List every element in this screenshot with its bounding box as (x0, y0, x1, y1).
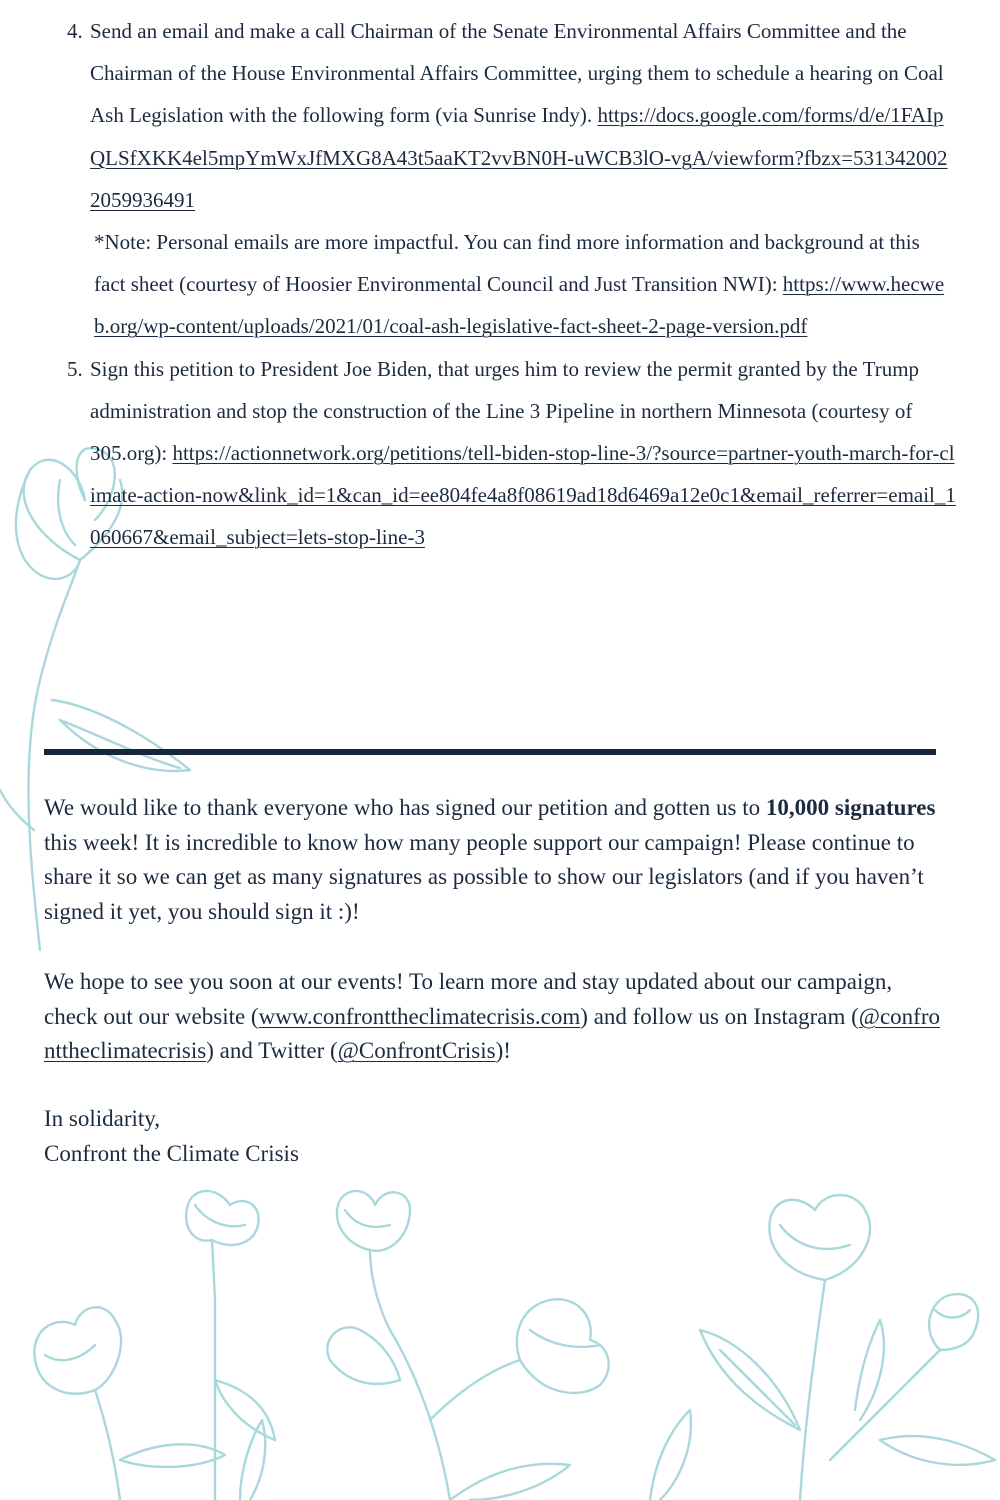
note-text-wrapper (90, 221, 956, 348)
list-item-number: 4. (67, 19, 83, 43)
petition-link[interactable]: https://actionnetwork.org/petitions/tell-biden-stop-line-3/?source=partner-youth-march-for-climate-action-now&link_id=1&can_id=ee804fe4a8f08619ad18d6469a12e0c1&email_referrer=email_1060667&email_subject=lets-stop-line-3 (90, 441, 956, 550)
signoff-line-1: In solidarity, (44, 1106, 161, 1131)
thanks-paragraph (44, 791, 944, 929)
list-item-text: Sign this petition to President Joe Biden, that urges him to review the permit granted by the Trump administration and stop the construction of the Line 3 Pipeline in northern Minnesota (courtesy of 305.org): (90, 356, 920, 466)
signoff-line-2: Confront the Climate Crisis (44, 1140, 299, 1166)
follow-us-paragraph (44, 965, 944, 1069)
follow-text-4: )! (495, 1038, 511, 1063)
follow-text-1: We hope to see you soon at our events! To learn more and stay updated about our campaign, check out our website ( (44, 969, 893, 1029)
thanks-text-end: this week! It is incredible to know how many people support our campaign! Please continue to share it so we can get as many signatures as possible to show our legislators (and if you haven’t signed it yet, you should sign it :)! (44, 829, 924, 924)
list-item-text: Send an email and make a call Chairman of the Senate Environmental Affairs Committee and the Chairman of the House Environmental Affairs Committee, urging them to schedule a hearing on Coal Ash Legislation with the following form (via Sunrise Indy). (90, 19, 944, 128)
follow-text-3: ) and Twitter ( (206, 1038, 338, 1063)
note-text: *Note: Personal emails are more impactful. You can find more information and background at this fact sheet (courtesy of Hoosier Environmental Council and Just Transition NWI): (94, 230, 920, 297)
google-form-link[interactable]: https://docs.google.com/forms/d/e/1FAIpQLSfXKK4el5mpYmWxJfMXG8A43t5aaKT2vvBN0H-uWCB3lO-vgA/viewform?fbzx=5313420022059936491 (90, 103, 948, 212)
action-list (67, 10, 956, 559)
bottom-left-flowers-icon (34, 1191, 275, 1500)
list-item-number: 5. (67, 356, 83, 381)
section-divider (44, 749, 936, 755)
signature-count: 10,000 signatures (765, 795, 936, 820)
fact-sheet-link[interactable]: https://www.hecweb.org/wp-content/uploads/2021/01/coal-ash-legislative-fact-sheet-2-page-version.pdf (94, 272, 945, 339)
list-item (67, 10, 956, 348)
follow-text-2: ) and follow us on Instagram ( (580, 1003, 859, 1029)
right-flowers-icon (650, 1195, 995, 1500)
website-link[interactable]: www.confronttheclimatecrisis.com (258, 1003, 581, 1029)
list-item (67, 348, 956, 559)
thanks-text-start: We would like to thank everyone who has signed our petition and gotten us to (44, 795, 766, 820)
middle-flowers-icon (327, 1191, 608, 1500)
twitter-link[interactable]: @ConfrontCrisis (337, 1038, 496, 1063)
signoff (44, 1102, 944, 1171)
instagram-link[interactable]: @confronttheclimatecrisis (44, 1003, 940, 1063)
